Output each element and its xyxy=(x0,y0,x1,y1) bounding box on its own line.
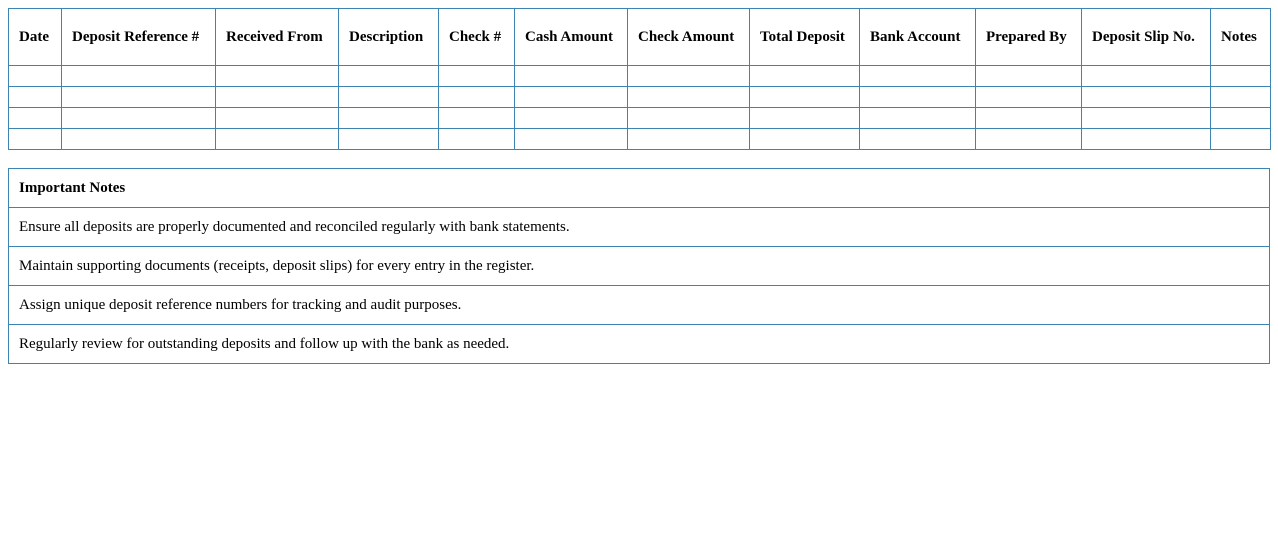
important-notes-table xyxy=(8,168,1270,364)
table-row xyxy=(9,87,1271,108)
table-cell xyxy=(1082,108,1211,129)
table-cell xyxy=(9,108,62,129)
notes-title: Important Notes xyxy=(9,169,1270,208)
column-header-deposit-reference: Deposit Reference # xyxy=(62,9,216,66)
table-cell xyxy=(339,66,439,87)
table-cell xyxy=(976,129,1082,150)
table-cell xyxy=(1082,129,1211,150)
table-cell xyxy=(439,87,515,108)
table-cell xyxy=(62,87,216,108)
notes-row xyxy=(9,247,1270,286)
table-cell xyxy=(439,108,515,129)
note-item: Maintain supporting documents (receipts, deposit slips) for every entry in the register. xyxy=(9,247,1270,286)
table-cell xyxy=(515,87,628,108)
notes-header-row xyxy=(9,169,1270,208)
note-item: Ensure all deposits are properly documented and reconciled regularly with bank statements. xyxy=(9,208,1270,247)
column-header-description: Description xyxy=(339,9,439,66)
column-header-deposit-slip-no: Deposit Slip No. xyxy=(1082,9,1211,66)
table-cell xyxy=(9,129,62,150)
table-cell xyxy=(628,108,750,129)
table-cell xyxy=(62,66,216,87)
column-header-cash-amount: Cash Amount xyxy=(515,9,628,66)
column-header-notes: Notes xyxy=(1211,9,1271,66)
table-cell xyxy=(860,108,976,129)
table-cell xyxy=(1211,87,1271,108)
table-row xyxy=(9,66,1271,87)
table-cell xyxy=(339,108,439,129)
notes-row xyxy=(9,325,1270,364)
table-cell xyxy=(515,66,628,87)
table-cell xyxy=(339,129,439,150)
column-header-prepared-by: Prepared By xyxy=(976,9,1082,66)
table-cell xyxy=(976,87,1082,108)
table-cell xyxy=(750,66,860,87)
column-header-bank-account: Bank Account xyxy=(860,9,976,66)
table-cell xyxy=(628,66,750,87)
column-header-check-amount: Check Amount xyxy=(628,9,750,66)
table-cell xyxy=(216,66,339,87)
table-cell xyxy=(976,108,1082,129)
table-cell xyxy=(216,129,339,150)
table-cell xyxy=(439,129,515,150)
table-cell xyxy=(976,66,1082,87)
column-header-total-deposit: Total Deposit xyxy=(750,9,860,66)
table-cell xyxy=(216,87,339,108)
table-cell xyxy=(860,129,976,150)
table-cell xyxy=(1211,66,1271,87)
table-cell xyxy=(750,108,860,129)
note-item: Regularly review for outstanding deposits and follow up with the bank as needed. xyxy=(9,325,1270,364)
table-cell xyxy=(1082,66,1211,87)
table-cell xyxy=(339,87,439,108)
column-header-check-number: Check # xyxy=(439,9,515,66)
table-cell xyxy=(1082,87,1211,108)
table-cell xyxy=(628,87,750,108)
column-header-received-from: Received From xyxy=(216,9,339,66)
notes-row xyxy=(9,286,1270,325)
table-cell xyxy=(439,66,515,87)
table-row xyxy=(9,129,1271,150)
note-item: Assign unique deposit reference numbers for tracking and audit purposes. xyxy=(9,286,1270,325)
table-cell xyxy=(216,108,339,129)
table-cell xyxy=(860,66,976,87)
table-cell xyxy=(1211,129,1271,150)
notes-row xyxy=(9,208,1270,247)
table-cell xyxy=(750,87,860,108)
table-cell xyxy=(628,129,750,150)
table-cell xyxy=(62,108,216,129)
table-cell xyxy=(9,87,62,108)
table-cell xyxy=(1211,108,1271,129)
table-cell xyxy=(515,108,628,129)
table-cell xyxy=(9,66,62,87)
table-cell xyxy=(62,129,216,150)
table-cell xyxy=(860,87,976,108)
table-cell xyxy=(515,129,628,150)
deposit-register-table xyxy=(8,8,1271,150)
table-row xyxy=(9,108,1271,129)
table-cell xyxy=(750,129,860,150)
column-header-date: Date xyxy=(9,9,62,66)
table-header-row xyxy=(9,9,1271,66)
